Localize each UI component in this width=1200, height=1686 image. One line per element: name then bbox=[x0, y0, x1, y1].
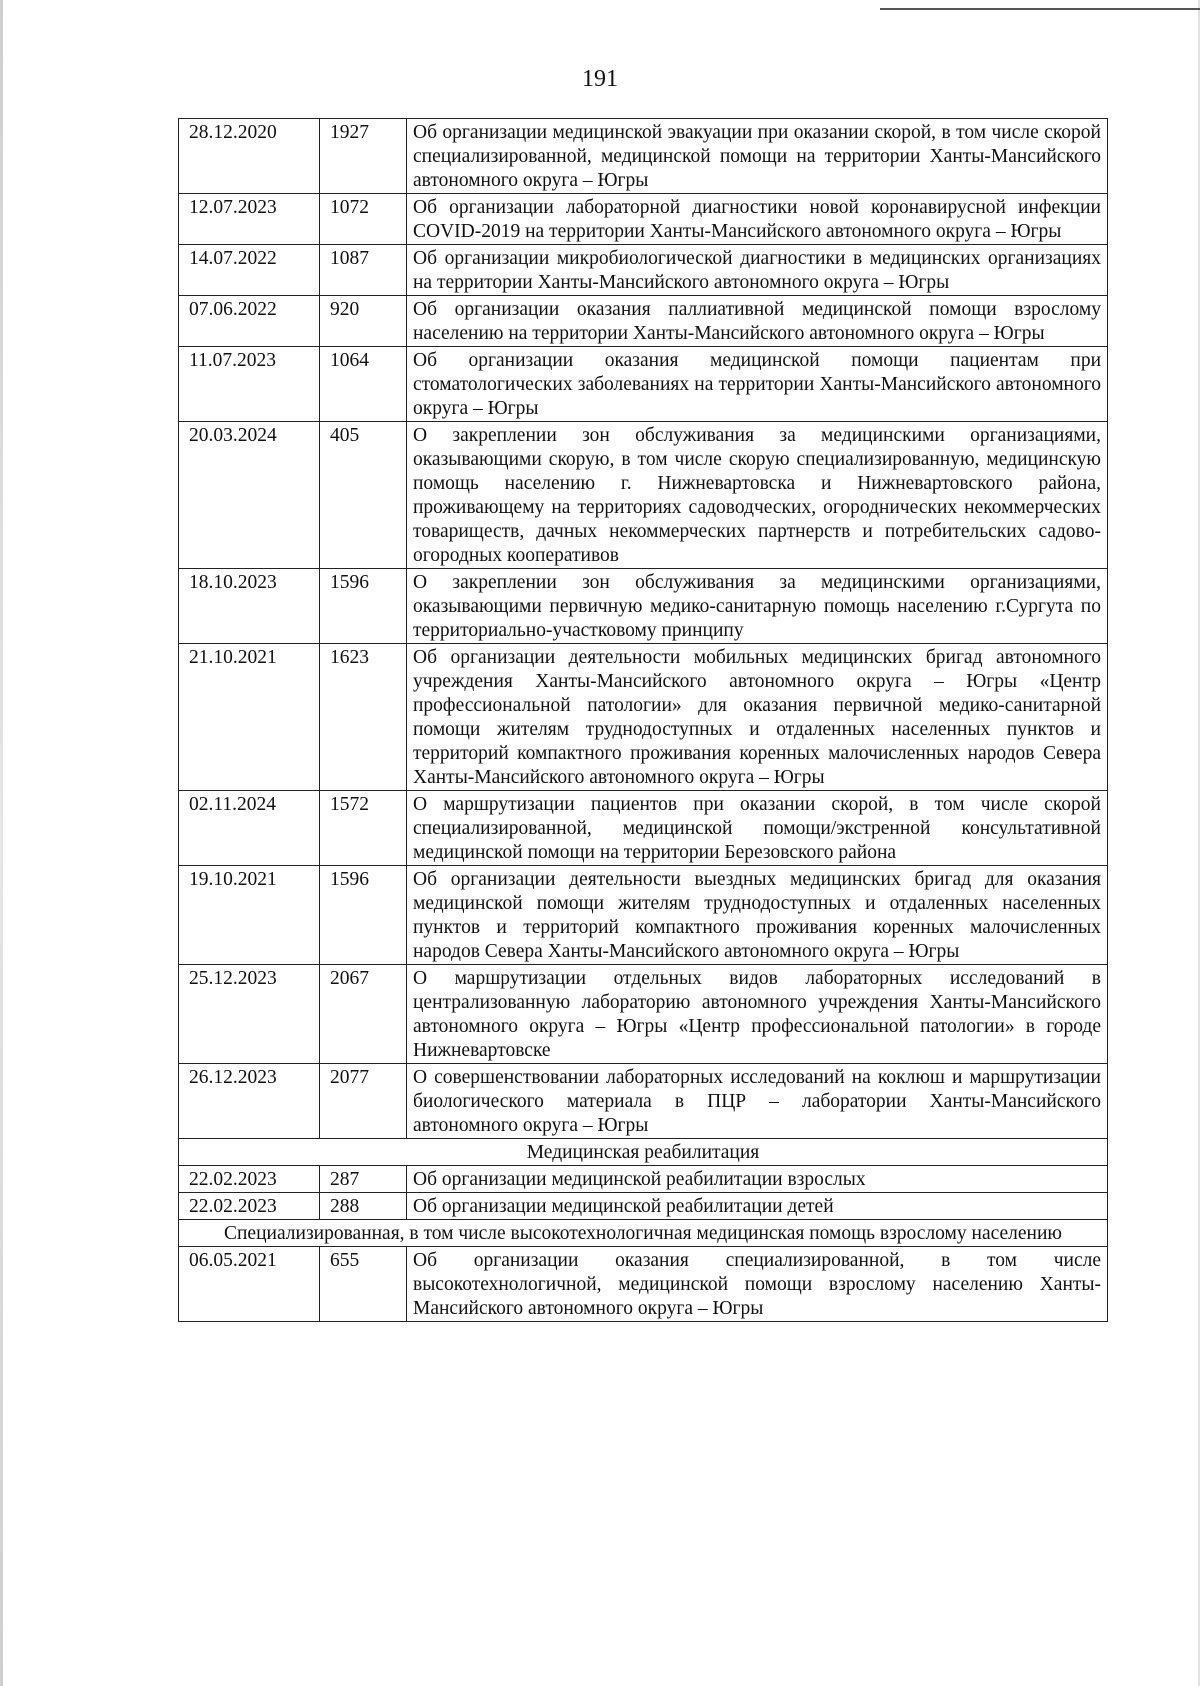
table-row bbox=[179, 245, 1108, 296]
order-title: Об организации медицинской реабилитации детей bbox=[407, 1193, 1108, 1220]
order-title: О маршрутизации пациентов при оказании скорой, в том числе скорой специализированной, медицинской помощи/экстренной консультативной медицинской помощи на территории Березовского района bbox=[407, 791, 1108, 866]
order-number: 288 bbox=[320, 1193, 407, 1220]
section-header-row bbox=[179, 1139, 1108, 1166]
order-title: Об организации деятельности выездных медицинских бригад для оказания медицинской помощи жителям труднодоступных и отдаленных населенных пунктов и территорий компактного проживания коренных малочисленных народов Севера Ханты-Мансийского автономного округа – Югры bbox=[407, 866, 1108, 965]
order-date: 12.07.2023 bbox=[179, 194, 320, 245]
order-date: 21.10.2021 bbox=[179, 644, 320, 791]
table-row bbox=[179, 296, 1108, 347]
orders-table bbox=[178, 118, 1108, 1322]
order-number: 1927 bbox=[320, 119, 407, 194]
table-row bbox=[179, 347, 1108, 422]
order-title: Об организации медицинской реабилитации взрослых bbox=[407, 1166, 1108, 1193]
page-number: 191 bbox=[582, 66, 618, 92]
order-number: 1596 bbox=[320, 569, 407, 644]
order-date: 26.12.2023 bbox=[179, 1064, 320, 1139]
order-number: 287 bbox=[320, 1166, 407, 1193]
section-header: Медицинская реабилитация bbox=[179, 1139, 1108, 1166]
order-number: 1064 bbox=[320, 347, 407, 422]
order-date: 14.07.2022 bbox=[179, 245, 320, 296]
table-row bbox=[179, 194, 1108, 245]
scan-top-line bbox=[880, 8, 1200, 10]
order-number: 1596 bbox=[320, 866, 407, 965]
scan-edge-left bbox=[0, 0, 3, 1686]
order-number: 655 bbox=[320, 1247, 407, 1322]
order-title: Об организации оказания паллиативной медицинской помощи взрослому населению на территории Ханты-Мансийского автономного округа – Югры bbox=[407, 296, 1108, 347]
table-row bbox=[179, 1166, 1108, 1193]
table-row bbox=[179, 119, 1108, 194]
order-number: 2077 bbox=[320, 1064, 407, 1139]
order-date: 28.12.2020 bbox=[179, 119, 320, 194]
order-date: 07.06.2022 bbox=[179, 296, 320, 347]
order-title: Об организации деятельности мобильных медицинских бригад автономного учреждения Ханты-Мансийского автономного округа – Югры «Центр профессиональной патологии» для оказания первичной медико-санитарной помощи жителям труднодоступных и отдаленных населенных пунктов и территорий компактного проживания коренных малочисленных народов Севера Ханты-Мансийского автономного округа – Югры bbox=[407, 644, 1108, 791]
table-row bbox=[179, 965, 1108, 1064]
table-row bbox=[179, 791, 1108, 866]
order-title: Об организации оказания специализированной, в том числе высокотехнологичной, медицинской помощи взрослому населению Ханты-Мансийского автономного округа – Югры bbox=[407, 1247, 1108, 1322]
order-date: 02.11.2024 bbox=[179, 791, 320, 866]
order-date: 06.05.2021 bbox=[179, 1247, 320, 1322]
order-title: О закреплении зон обслуживания за медицинскими организациями, оказывающими скорую, в том числе скорую специализированную, медицинскую помощь населению г. Нижневартовска и Нижневартовского района, проживающему на территориях садоводческих, огороднических некоммерческих товариществ, дачных некоммерческих партнерств и потребительских садово-огородных кооперативов bbox=[407, 422, 1108, 569]
order-date: 11.07.2023 bbox=[179, 347, 320, 422]
section-header: Специализированная, в том числе высокотехнологичная медицинская помощь взрослому населению bbox=[179, 1220, 1108, 1247]
order-number: 1572 bbox=[320, 791, 407, 866]
orders-table-body bbox=[179, 119, 1108, 1322]
section-header-row bbox=[179, 1220, 1108, 1247]
order-date: 18.10.2023 bbox=[179, 569, 320, 644]
order-number: 2067 bbox=[320, 965, 407, 1064]
order-number: 405 bbox=[320, 422, 407, 569]
table-row bbox=[179, 422, 1108, 569]
order-title: О закреплении зон обслуживания за медицинскими организациями, оказывающими первичную медико-санитарную помощь населению г.Сургута по территориально-участковому принципу bbox=[407, 569, 1108, 644]
order-date: 20.03.2024 bbox=[179, 422, 320, 569]
order-title: Об организации оказания медицинской помощи пациентам при стоматологических заболеваниях на территории Ханты-Мансийского автономного округа – Югры bbox=[407, 347, 1108, 422]
order-title: О совершенствовании лабораторных исследований на коклюш и маршрутизации биологического материала в ПЦР – лаборатории Ханты-Мансийского автономного округа – Югры bbox=[407, 1064, 1108, 1139]
order-date: 25.12.2023 bbox=[179, 965, 320, 1064]
order-title: Об организации лабораторной диагностики новой коронавирусной инфекции COVID-2019 на территории Ханты-Мансийского автономного округа – Югры bbox=[407, 194, 1108, 245]
order-date: 22.02.2023 bbox=[179, 1193, 320, 1220]
table-row bbox=[179, 644, 1108, 791]
order-title: О маршрутизации отдельных видов лабораторных исследований в централизованную лабораторию автономного учреждения Ханты-Мансийского автономного округа – Югры «Центр профессиональной патологии» в городе Нижневартовске bbox=[407, 965, 1108, 1064]
order-number: 920 bbox=[320, 296, 407, 347]
table-row bbox=[179, 1193, 1108, 1220]
table-row bbox=[179, 569, 1108, 644]
order-number: 1087 bbox=[320, 245, 407, 296]
order-date: 22.02.2023 bbox=[179, 1166, 320, 1193]
table-row bbox=[179, 1247, 1108, 1322]
order-title: Об организации медицинской эвакуации при оказании скорой, в том числе скорой специализированной, медицинской помощи на территории Ханты-Мансийского автономного округа – Югры bbox=[407, 119, 1108, 194]
order-title: Об организации микробиологической диагностики в медицинских организациях на территории Ханты-Мансийского автономного округа – Югры bbox=[407, 245, 1108, 296]
table-row bbox=[179, 866, 1108, 965]
order-number: 1623 bbox=[320, 644, 407, 791]
order-number: 1072 bbox=[320, 194, 407, 245]
order-date: 19.10.2021 bbox=[179, 866, 320, 965]
table-row bbox=[179, 1064, 1108, 1139]
